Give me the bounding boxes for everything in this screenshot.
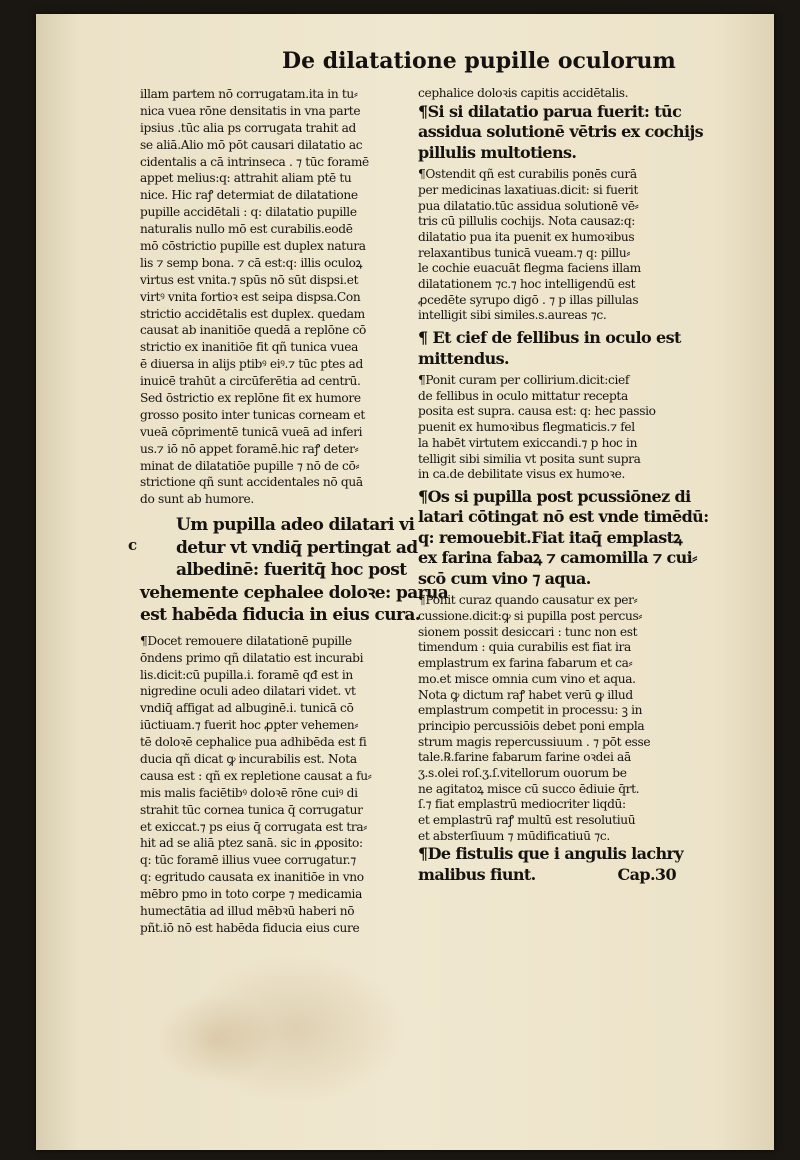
running-header: De dilatatione pupille oculorum	[282, 48, 676, 74]
text-line: la habēt virtutem exiccandi.⁊ p hoc in	[418, 435, 638, 450]
text-line: mis malis faciētibꝰ doloꝛē rōne cuiꝰ di	[140, 785, 358, 800]
text-line: dilatatio pua ita puenit ex humoꝛibus	[418, 229, 635, 244]
heading-line: ¶Os si pupilla post pcussiōnez di	[418, 486, 691, 506]
text-line: virtꝰ vnita fortioꝛ est seipa dispsa.Con	[140, 289, 361, 304]
heading-line: albedinē: fueritq̄ hoc post	[176, 560, 407, 581]
text-line: minat de dilatatiōe pupille ⁊ nō de cō⸗	[140, 458, 360, 473]
text-line: mēbro pmo in toto corpe ⁊ medicamia	[140, 887, 362, 902]
text-line: iūctiuam.⁊ fuerit hoc ꝓpter vehemen⸗	[140, 718, 359, 733]
text-line: us.⁊ iō nō appet foramē.hic raꝭ deter⸗	[140, 441, 359, 456]
heading-line: ¶Si si dilatatio parua fuerit: tūc	[418, 101, 682, 121]
text-line: humectātia ad illud mēbꝛū haberi nō	[140, 904, 355, 919]
text-line: cussione.dicit:ꝙ si pupilla post percus⸗	[418, 609, 643, 624]
text-line: q: egritudo causata ex inanitiōe in vno	[140, 870, 364, 885]
right-paragraph-1	[418, 86, 694, 102]
text-line: in ca.de debilitate visus ex humoꝛe.	[418, 467, 625, 482]
right-heading-4	[418, 844, 694, 865]
chapter-heading	[140, 514, 449, 627]
right-heading-1	[418, 101, 704, 164]
right-heading-2	[418, 328, 694, 369]
text-line: ipsius .tūc alia ps corrugata trahit ad	[140, 120, 356, 135]
heading-line: q: remouebit.Fiat itaq̄ emplastꝝ	[418, 527, 683, 547]
text-line: timendum : quia curabilis est fiat ira	[418, 640, 631, 655]
text-line: pupille accidētali : q: dilatatio pupille	[140, 205, 357, 220]
text-line: ¶Ponit curam per collirium.dicit:cief	[418, 373, 630, 388]
right-paragraph-3	[418, 373, 694, 483]
chapter-end-line	[418, 865, 694, 886]
text-line: do sunt ab humore.	[140, 492, 254, 507]
text-line: cephalice doloꝛis capitis accidētalis.	[418, 86, 629, 100]
text-line: strictione qñ sunt accidentales nō quā	[140, 475, 363, 490]
text-line: puenit ex humoꝛibus flegmaticis.⁊ fel	[418, 420, 635, 435]
heading-line: pillulis multotiens.	[418, 142, 577, 162]
text-line: Nota ꝙ dictum raꝭ habet verū ꝙ illud	[418, 687, 633, 702]
text-line: per medicinas laxatiuas.dicit: si fuerit	[418, 182, 639, 197]
text-line: nice. Hic raꝭ determiat de dilatatione	[140, 188, 358, 203]
left-paragraph-1	[140, 86, 410, 508]
text-line: ē diuersa in alijs ptibꝰ eiꝰ.⁊ tūc ptes ad	[140, 357, 363, 372]
text-line: appet melius:q: attrahit aliam ptē tu	[140, 171, 352, 186]
text-line: lis.dicit:cū pupilla.i. foramē qđ est in	[140, 667, 353, 682]
text-line: lis ⁊ semp bona. ⁊ cā est:q: illis oculoꝝ	[140, 255, 363, 270]
text-line: principio percussiōis debet poni empla	[418, 718, 645, 733]
text-line: et emplastrū raꝭ multū est resolutiuū	[418, 813, 636, 827]
text-line: virtus est vnita.⁊ spūs nō sūt dispsi.et	[140, 272, 359, 287]
text-line: cidentalis a cā intrinseca . ⁊ tūc foramē	[140, 154, 369, 169]
text-line: ¶Ostendit qñ est curabilis ponēs curā	[418, 167, 637, 182]
guide-letter: c	[128, 536, 138, 554]
text-line: mō cōstrictio pupille est duplex natura	[140, 239, 366, 254]
text-line: Sed ōstrictio ex replōne fit ex humore	[140, 391, 361, 406]
text-line: grosso posito inter tunicas corneam et	[140, 407, 365, 422]
text-line: et exiccat.⁊ ps eius q̄ corrugata est tra⸗	[140, 819, 367, 834]
text-line: naturalis nullo mō est curabilis.eodē	[140, 222, 353, 237]
text-line: posita est supra. causa est: q: hec passio	[418, 404, 656, 419]
text-line: vndiq̄ affigat ad albuginē.i. tunicā cō	[140, 701, 354, 716]
text-line: tē doloꝛē cephalice pua adhibēda est fi	[140, 735, 367, 750]
next-chapter-title-end: malibus fiunt.	[418, 864, 536, 884]
heading-line: vehemente cephalee doloꝛe: parua	[140, 582, 449, 603]
text-line: causa est : qñ ex repletione causat a fu⸗	[140, 768, 372, 783]
text-line: ne agitatoꝝ misce cū succo ēdiuie q̄rt.	[418, 781, 640, 796]
text-line: pñt.iō nō est habēda fiducia eius cure	[140, 920, 360, 935]
heading-line: latari cōtingat nō est vnde timēdū:	[418, 507, 709, 527]
text-line: telligit sibi similia vt posita sunt supra	[418, 451, 641, 466]
text-line: tale.℞.farine fabarum farine oꝛdei aā	[418, 750, 631, 765]
text-line: mo.et misce omnia cum vino et aqua.	[418, 671, 636, 686]
heading-line: ¶De fistulis que i angulis lachry	[418, 844, 684, 864]
text-line: illam partem nō corrugatam.ita in tu⸗	[140, 87, 358, 101]
text-line: tris cū pillulis cochijs. Nota causaz:q:	[418, 214, 636, 229]
text-line: intelligit sibi similes.s.aureas ⁊c.	[418, 308, 607, 323]
text-line: strictio ex inanitiōe fit qñ tunica vuea	[140, 340, 359, 355]
text-line: ꝓcedēte syrupo digō . ⁊ p illas pillulas	[418, 292, 639, 307]
text-line: se aliā.Alio mō pōt causari dilatatio ac	[140, 137, 363, 152]
text-line: pua dilatatio.tūc assidua solutionē vē⸗	[418, 198, 639, 213]
heading-line: est habēda fiducia in eius cura.	[140, 605, 421, 626]
chapter-number: Cap.30	[617, 864, 676, 884]
text-line: hit ad se aliā ptez sanā. sic in ꝓposito:	[140, 836, 363, 851]
text-line: vueā cōprimentē tunicā vueā ad inferi	[140, 424, 363, 439]
text-line: ¶Ponit curaz quando causatur ex per⸗	[418, 593, 638, 608]
text-line: relaxantibus tunicā vueam.⁊ q: pillu⸗	[418, 245, 631, 260]
text-line: sionem possit desiccari : tunc non est	[418, 624, 638, 639]
text-line: ōndens primo qñ dilatatio est incurabi	[140, 650, 364, 665]
right-paragraph-4	[418, 593, 694, 844]
text-line: ʒ.s.olei roſ.ʒ.ſ.vitellorum ouorum be	[418, 765, 627, 780]
text-line: et absterſiuum ⁊ mūdificatiuū ⁊c.	[418, 828, 610, 843]
water-stain	[156, 994, 276, 1084]
text-line: q: tūc foramē illius vuee corrugatur.⁊	[140, 853, 357, 868]
heading-line: ¶ Et cief de fellibus in oculo est	[418, 328, 681, 348]
text-line: ducia qñ dicat ꝙ incurabilis est. Nota	[140, 752, 357, 766]
text-line: de fellibus in oculo mittatur recepta	[418, 388, 628, 403]
text-line: emplastrum ex farina fabarum et ca⸗	[418, 656, 633, 671]
heading-line: assidua solutionē vētris ex cochijs	[418, 122, 704, 142]
text-line: le cochie euacuāt flegma faciens illam	[418, 261, 641, 276]
text-line: strictio accidētalis est duplex. quedam	[140, 306, 365, 321]
text-line: strum magis repercussiuum . ⁊ pōt esse	[418, 734, 651, 749]
text-line: nigredine oculi adeo dilatari videt. vt	[140, 684, 356, 699]
heading-line: detur vt vndiq̄ pertingat ad	[176, 537, 418, 558]
heading-line: ex farina fabaꝝ ⁊ camomilla ⁊ cui⸗	[418, 548, 697, 568]
text-line: ſ.⁊ fiat emplastrū mediocriter liqdū:	[418, 797, 626, 812]
text-line: emplastrum competit in processu: ꝫ in	[418, 703, 643, 718]
right-paragraph-2	[418, 167, 694, 324]
text-line: nica vuea rōne densitatis in vna parte	[140, 103, 361, 118]
heading-line: scō cum vino ⁊ aqua.	[418, 568, 591, 588]
right-heading-3	[418, 486, 709, 590]
text-line: causat ab inanitiōe quedā a replōne cō	[140, 323, 366, 338]
left-paragraph-2	[140, 633, 410, 937]
left-column	[140, 86, 449, 937]
heading-line: mittendus.	[418, 348, 510, 368]
right-column	[418, 86, 709, 885]
text-line: inuicē trahūt a circūferētia ad centrū.	[140, 374, 361, 389]
text-line: ¶Docet remouere dilatationē pupille	[140, 633, 352, 648]
text-line: strahit tūc cornea tunica q̄ corrugatur	[140, 802, 363, 817]
heading-line: Um pupilla adeo dilatari vi	[176, 515, 415, 536]
text-line: dilatationem ⁊c.⁊ hoc intelligendū est	[418, 277, 636, 291]
